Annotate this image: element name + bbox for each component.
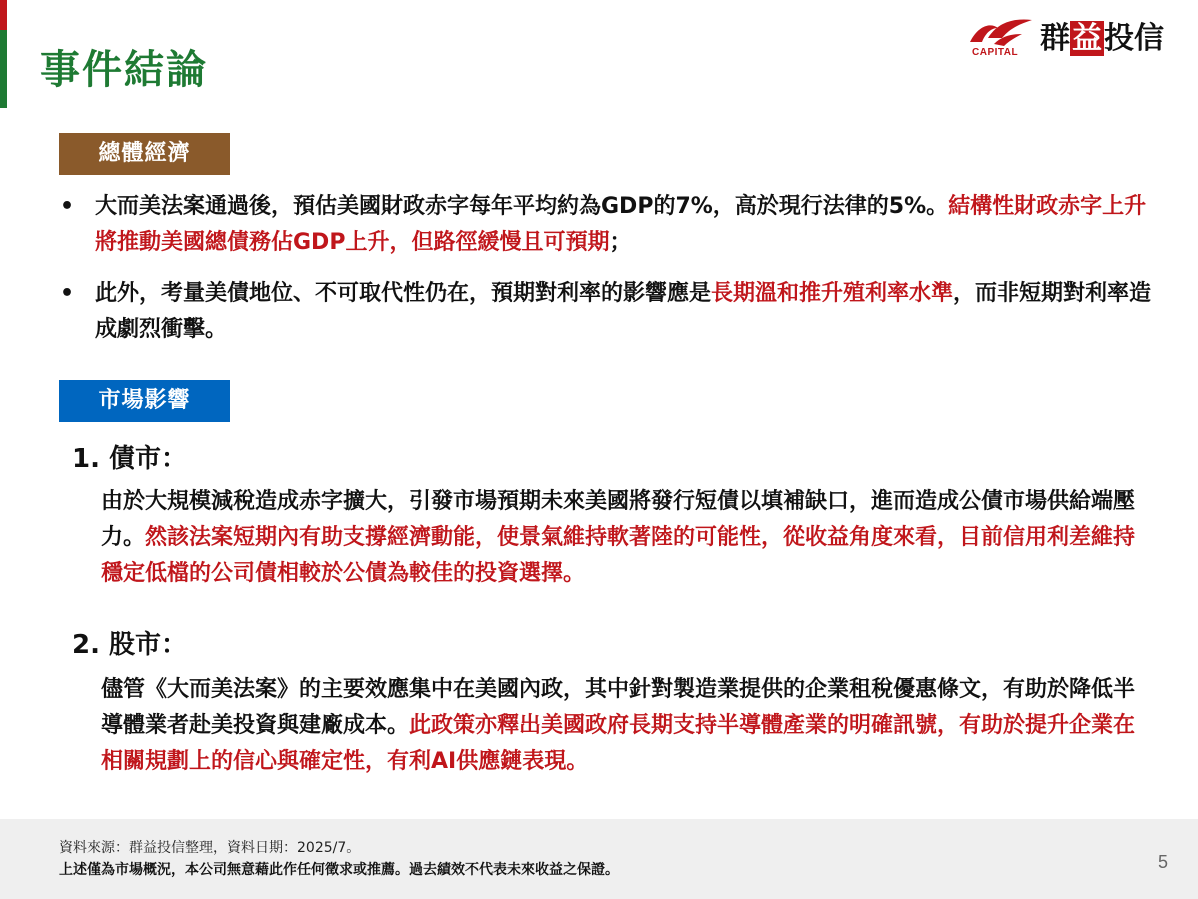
accent-bar-red <box>0 0 7 30</box>
bullet-item <box>60 276 1160 348</box>
footer <box>0 819 1198 899</box>
bullet-highlight-segment: 長期溫和推升殖利率水準 <box>711 281 954 306</box>
logo-name-char-1: 群 <box>1040 21 1070 56</box>
bullet-dot: • <box>60 194 75 219</box>
paragraph-highlight-segment: 此政策亦釋出美國政府長期支持半導體產業的明確訊號，有助於提升企業在相關規劃上的信心與確定性，有利AI供應鏈表現。 <box>101 713 1136 774</box>
bullet-text-segment: ； <box>609 230 632 255</box>
logo-mark-icon <box>968 16 1034 48</box>
equity-market-heading: 2. 股市： <box>72 630 188 660</box>
macro-bullet-list <box>60 189 1160 363</box>
paragraph-highlight-segment: 然該法案短期內有助支撐經濟動能，使景氣維持軟著陸的可能性，從收益角度來看，目前信用利差維持穩定低檔的公司債相較於公債為較佳的投資選擇。 <box>101 525 1136 586</box>
paragraph-text-segment: 由於大規模減稅造成赤字擴大，引發市場預期未來美國將發行短債以填補缺口，進而造成公債市場供給端壓力。 <box>101 489 1136 550</box>
accent-bar <box>0 0 7 108</box>
page-number: 5 <box>1157 852 1168 872</box>
bullet-highlight-segment: 結構性財政赤字上升將推動美國總債務佔GDP上升，但路徑緩慢且可預期 <box>95 194 1147 255</box>
bond-market-paragraph <box>101 484 1151 592</box>
bullet-text-segment: 此外，考量美債地位、不可取代性仍在，預期對利率的影響應是 <box>95 281 712 306</box>
logo-name-rest: 投信 <box>1104 21 1164 56</box>
accent-bar-green <box>0 30 7 108</box>
equity-market-paragraph <box>101 672 1151 780</box>
section-label-market: 市場影響 <box>59 380 230 422</box>
company-logo <box>968 16 1183 66</box>
paragraph-text-segment: 儘管《大而美法案》的主要效應集中在美國內政，其中針對製造業提供的企業租稅優惠條文，有助於降低半導體業者赴美投資與建廠成本。 <box>101 677 1136 738</box>
bullet-item <box>60 189 1160 261</box>
bullet-text-segment: ，而非短期對利率造成劇烈衝擊。 <box>95 281 1152 342</box>
logo-capital-text: CAPITAL <box>972 47 1019 58</box>
page-title: 事件結論 <box>40 47 208 93</box>
section-label-macro: 總體經濟 <box>59 133 230 175</box>
logo-company-name <box>1040 22 1164 55</box>
logo-name-char-boxed: 益 <box>1072 21 1102 56</box>
bond-market-heading: 1. 債市： <box>72 444 188 474</box>
bullet-text-segment: 大而美法案通過後，預估美國財政赤字每年平均約為GDP的7%，高於現行法律的5%。 <box>95 194 949 219</box>
footer-source: 資料來源：群益投信整理，資料日期：2025/7。 <box>59 840 361 856</box>
bullet-dot: • <box>60 281 75 306</box>
footer-disclaimer: 上述僅為市場概況，本公司無意藉此作任何徵求或推薦。過去績效不代表未來收益之保證。 <box>59 862 619 878</box>
